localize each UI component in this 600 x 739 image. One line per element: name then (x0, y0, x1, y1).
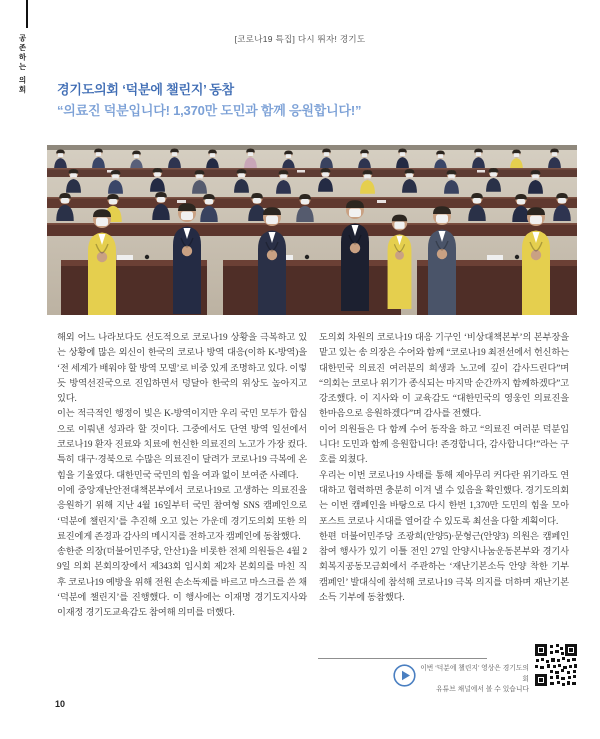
video-caption-line1: 이번 ‘덕분에 챌린지’ 영상은 경기도의회 (420, 665, 529, 683)
paragraph: 우리는 이번 코로나19 사태를 통해 제아무리 커다란 위기라도 연대하고 협력하면 충분히 이겨 낼 수 있음을 확인했다. 경기도의회는 이번 캠페인을 바탕으로 다시 한번 1,370만 도민의 힘을 모아 포스트 코로나 시대를 열어갈 수 있도록 최선을 다할 계획이다. (319, 469, 569, 526)
spine-section-label: 공존하는 의회 (18, 34, 27, 96)
article-subtitle: “의료진 덕분입니다! 1,370만 도민과 함께 응원합니다!” (57, 103, 362, 118)
footer-divider (318, 658, 487, 659)
video-caption-line2: 유튜브 채널에서 볼 수 있습니다 (436, 686, 529, 693)
assembly-photo (47, 145, 577, 315)
body-column-right (319, 330, 569, 605)
body-column-left (57, 330, 307, 621)
paragraph: 이어 의원들은 다 함께 수어 동작을 하고 “의료진 여러분 덕분입니다! 도민과 함께 응원합니다! 존경합니다, 감사합니다!”라는 구호를 외쳤다. (319, 423, 569, 465)
paragraph: 해외 어느 나라보다도 선도적으로 코로나19 상황을 극복하고 있는 상황에 많은 외신이 한국의 코로나 방역 대응(이하 K-방역)을 ‘전 세계가 배워야 할 방역 모델’로 비중 있게 조명하고 있다. 이렇듯 방역선진국으로 진입하면서 덩달아 한국의 위상도 높아지고 있다. (57, 332, 307, 404)
spine-rule (26, 0, 28, 28)
paragraph: 이에 중앙재난안전대책본부에서 코로나19로 고생하는 의료진을 응원하기 위해 지난 4월 16일부터 국민 참여형 SNS 캠페인으로 ‘덕분에 챌린지’를 추진해 오고 있는 가운데 경기도의회 또한 의료진에게 존경과 감사의 메시지를 전하고자 캠페인에 동참했다. (57, 484, 307, 541)
paragraph: 송한준 의장(더불어민주당, 안산1)을 비롯한 전체 의원들은 4월 29일 의회 본회의장에서 제343회 임시회 제2차 본회의를 마친 직후 코로나19 예방을 위해 전원 손소독제를 바르고 마스크를 쓴 채 ‘덕분에 챌린지’를 진행했다. 이 행사에는 이재명 경기도지사와 이재정 경기도교육감도 참여해 의미를 더했다. (57, 546, 307, 618)
qr-code-icon (534, 643, 578, 687)
paragraph: 이는 적극적인 행정이 빚은 K-방역이지만 우리 국민 모두가 합심으로 이뤄낸 성과라 할 것이다. 그중에서도 단연 방역 일선에서 코로나19 환자 진료와 치료에 헌신한 의료진의 노고가 가장 컸다. 특히 대구·경북으로 수많은 의료진이 달려가 코로나19 극복에 온 힘을 기울였다. 대한민국 국민의 힘을 여과 없이 보여준 사례다. (57, 408, 307, 480)
page-number: 10 (55, 699, 66, 709)
paragraph: 도의회 차원의 코로나19 대응 기구인 ‘비상대책본부’의 본부장을 맡고 있는 송 의장은 수어와 함께 “코로나19 최전선에서 헌신하는 대한민국 의료진 여러분의 희생과 노고에 깊이 감사드린다”며 “의회는 코로나 위기가 종식되는 마지막 순간까지 함께하겠다”고 강조했다. 이 지사와 이 교육감도 “대한민국의 영웅인 의료진을 한마음으로 응원하겠다”며 감사를 전했다. (319, 332, 569, 419)
article-title: 경기도의회 ‘덕분에 챌린지’ 동참 (57, 82, 234, 97)
video-caption (415, 664, 529, 696)
play-icon (393, 664, 416, 687)
paragraph: 한편 더불어민주당 조광희(안양5)·문형근(안양3) 의원은 캠페인 참여 행사가 있기 이틀 전인 27일 안양시나눔운동본부와 경기사회복지공동모금회에서 주관하는 ‘재난기본소득 안양 착한 기부캠페인’ 발대식에 참석해 코로나19 극복 의지를 더하며 재난기본소득 기부에 동참했다. (319, 530, 569, 603)
running-head: [코로나19 특집] 다시 뛰자! 경기도 (234, 34, 366, 44)
